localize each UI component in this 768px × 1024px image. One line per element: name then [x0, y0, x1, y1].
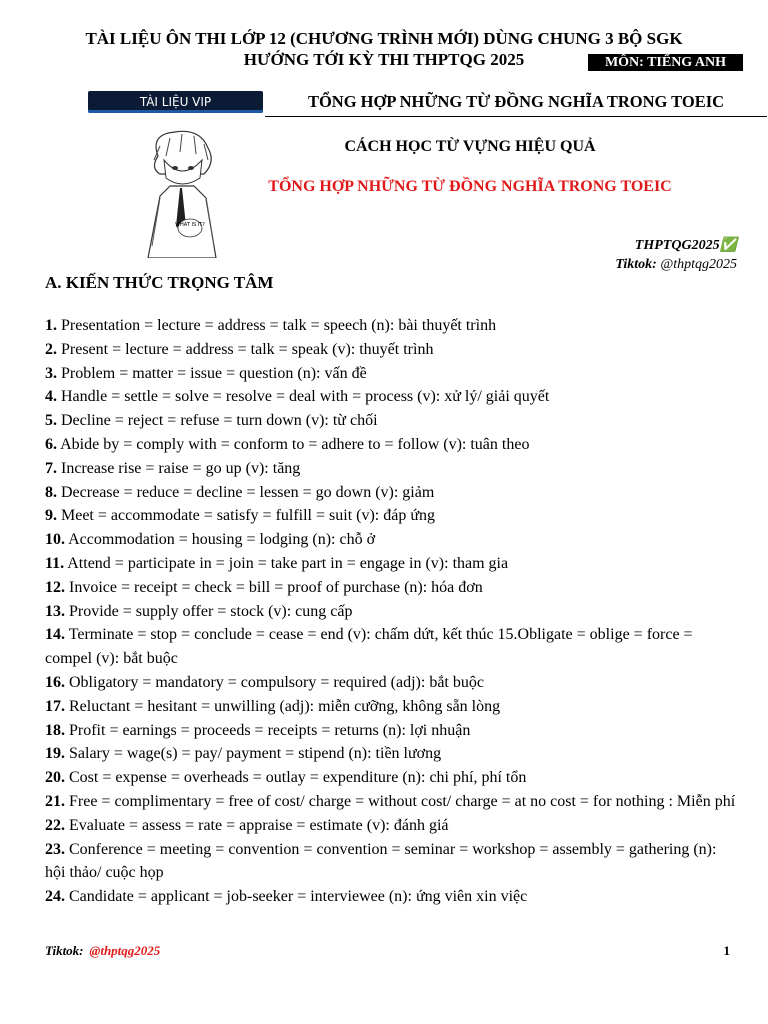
list-item: 2. Present = lecture = address = talk = speak (v): thuyết trình [45, 340, 434, 358]
list-item: 6. Abide by = comply with = conform to = adhere to = follow (v): tuân theo [45, 435, 530, 453]
list-item: 23. Conference = meeting = convention = convention = seminar = workshop = assembly = gathering (n): hội thảo/ cuộc họp [45, 840, 717, 882]
page-number: 1 [723, 943, 730, 958]
vip-badge: TÀI LIỆU VIP [88, 91, 263, 113]
check-mark-icon: ✅ [719, 238, 737, 253]
footer-tiktok-label: Tiktok: [45, 943, 84, 958]
anime-character-illustration [130, 126, 230, 258]
list-item: 5. Decline = reject = refuse = turn down (v): từ chối [45, 412, 378, 430]
illustration-caption: WHAT IS IT? [175, 222, 205, 228]
list-item: 19. Salary = wage(s) = pay/ payment = stipend (n): tiền lương [45, 745, 442, 763]
list-item: 4. Handle = settle = solve = resolve = deal with = process (v): xử lý/ giải quyết [45, 388, 550, 406]
list-item: 1. Presentation = lecture = address = talk = speech (n): bài thuyết trình [45, 317, 497, 334]
list-item: 21. Free = complimentary = free of cost/ charge = without cost/ charge = at no cost = for nothing : Miễn phí [45, 792, 736, 810]
section-title: A. KIẾN THỨC TRỌNG TÂM [45, 273, 274, 292]
author-tiktok-label: Tiktok: [615, 257, 657, 272]
author-name: THPTQG2025 [634, 238, 720, 253]
list-item: 24. Candidate = applicant = job-seeker = interviewee (n): ứng viên xin việc [45, 888, 528, 906]
header-line-2: HƯỚNG TỚI KỲ THI THPTQG 2025 [243, 50, 525, 69]
list-item: 12. Invoice = receipt = check = bill = proof of purchase (n): hóa đơn [45, 578, 483, 596]
list-item: 10. Accommodation = housing = lodging (n): chỗ ở [45, 531, 376, 549]
author-tiktok-handle: @thptqg2025 [660, 257, 737, 272]
list-item: 14. Terminate = stop = conclude = cease = end (v): chấm dứt, kết thúc 15.Obligate = oblige = force = compel (v): bắt buộc [45, 626, 693, 668]
list-item: 13. Provide = supply offer = stock (v): cung cấp [45, 602, 353, 620]
footer-tiktok-handle: @thptqg2025 [89, 943, 161, 958]
list-item: 18. Profit = earnings = proceeds = receipts = returns (n): lợi nhuận [45, 721, 471, 739]
subject-badge: MÔN: TIẾNG ANH [588, 54, 743, 71]
list-item: 20. Cost = expense = overheads = outlay = expenditure (n): chi phí, phí tổn [45, 769, 527, 787]
document-title: TỔNG HỢP NHỮNG TỪ ĐỒNG NGHĨA TRONG TOEIC [265, 92, 767, 117]
header-line-1: TÀI LIỆU ÔN THI LỚP 12 (CHƯƠNG TRÌNH MỚI) DÙNG CHUNG 3 BỘ SGK [85, 29, 683, 48]
synonym-list [45, 314, 740, 909]
list-item: 11. Attend = participate in = join = take part in = engage in (v): tham gia [45, 554, 509, 572]
red-heading: TỔNG HỢP NHỮNG TỪ ĐỒNG NGHĨA TRONG TOEIC [268, 178, 672, 195]
list-item: 9. Meet = accommodate = satisfy = fulfill = suit (v): đáp ứng [45, 507, 436, 525]
list-item: 3. Problem = matter = issue = question (n): vấn đề [45, 364, 367, 382]
list-item: 8. Decrease = reduce = decline = lessen = go down (v): giảm [45, 483, 435, 501]
footer-tiktok [45, 943, 160, 959]
author-block [615, 236, 737, 274]
list-item: 16. Obligatory = mandatory = compulsory = required (adj): bắt buộc [45, 673, 484, 691]
list-item: 22. Evaluate = assess = rate = appraise = estimate (v): đánh giá [45, 816, 449, 834]
study-heading: CÁCH HỌC TỪ VỰNG HIỆU QUẢ [344, 138, 596, 155]
list-item: 7. Increase rise = raise = go up (v): tăng [45, 459, 301, 477]
list-item: 17. Reluctant = hesitant = unwilling (adj): miễn cưỡng, không sẵn lòng [45, 697, 501, 715]
